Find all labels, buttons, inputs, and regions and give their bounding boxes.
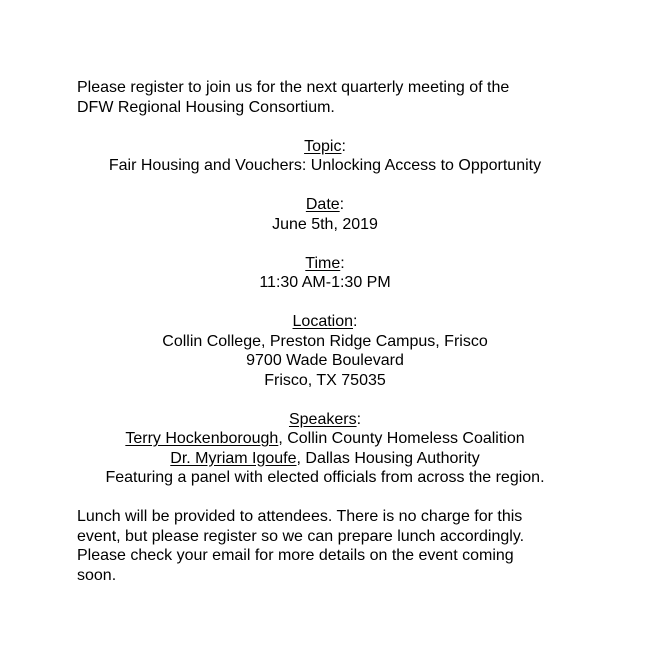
date-label: Date <box>305 196 340 213</box>
topic-colon: : <box>341 137 346 155</box>
location-city: Frisco, TX 75035 <box>264 371 386 389</box>
event-announcement <box>77 78 573 585</box>
speaker-item <box>77 449 573 469</box>
location-heading <box>77 312 573 332</box>
topic-section <box>77 137 573 176</box>
spacer <box>77 176 573 196</box>
spacer <box>77 390 573 410</box>
closing-line: Lunch will be provided to attendees. There is no charge for this <box>77 508 523 525</box>
date-section <box>77 195 573 234</box>
spacer <box>77 234 573 254</box>
time-section <box>77 254 573 293</box>
spacer <box>77 293 573 313</box>
closing-line: Please check your email for more details on the event coming <box>77 547 514 564</box>
closing-paragraph <box>77 507 573 585</box>
closing-line: soon. <box>77 566 117 584</box>
spacer <box>77 117 573 137</box>
speakers-section <box>77 410 573 488</box>
intro-line-2: DFW Regional Housing Consortium. <box>77 98 335 116</box>
speakers-colon: : <box>356 410 362 428</box>
date-value: June 5th, 2019 <box>272 215 378 233</box>
topic-label: Topic <box>304 137 342 155</box>
time-value: 11:30 AM-1:30 PM <box>259 274 391 291</box>
speakers-label: Speakers <box>288 410 357 428</box>
location-street: 9700 Wade Boulevard <box>246 352 404 369</box>
closing-line: event, but please register so we can prepare lunch accordingly. <box>77 527 525 545</box>
location-label: Location <box>292 313 354 330</box>
speaker-affiliation: , Collin County Homeless Coalition <box>278 430 525 447</box>
time-label: Time <box>305 254 341 272</box>
location-section <box>77 312 573 390</box>
speakers-heading <box>77 410 573 430</box>
location-venue: Collin College, Preston Ridge Campus, Frisco <box>162 332 488 350</box>
location-colon: : <box>353 313 358 330</box>
speaker-name-link[interactable]: Terry Hockenborough <box>125 430 279 447</box>
panel-note: Featuring a panel with elected officials from across the region. <box>105 469 545 486</box>
spacer <box>77 488 573 508</box>
date-heading <box>77 195 573 215</box>
date-colon: : <box>339 196 345 213</box>
speaker-affiliation: , Dallas Housing Authority <box>296 449 480 467</box>
intro-paragraph <box>77 78 573 117</box>
topic-value: Fair Housing and Vouchers: Unlocking Access to Opportunity <box>108 157 542 174</box>
speaker-item <box>77 429 573 449</box>
topic-heading <box>77 137 573 157</box>
speaker-name-link[interactable]: Dr. Myriam Igoufe <box>170 449 297 467</box>
time-heading <box>77 254 573 274</box>
time-colon: : <box>340 254 345 272</box>
intro-line-1: Please register to join us for the next quarterly meeting of the <box>77 79 510 96</box>
